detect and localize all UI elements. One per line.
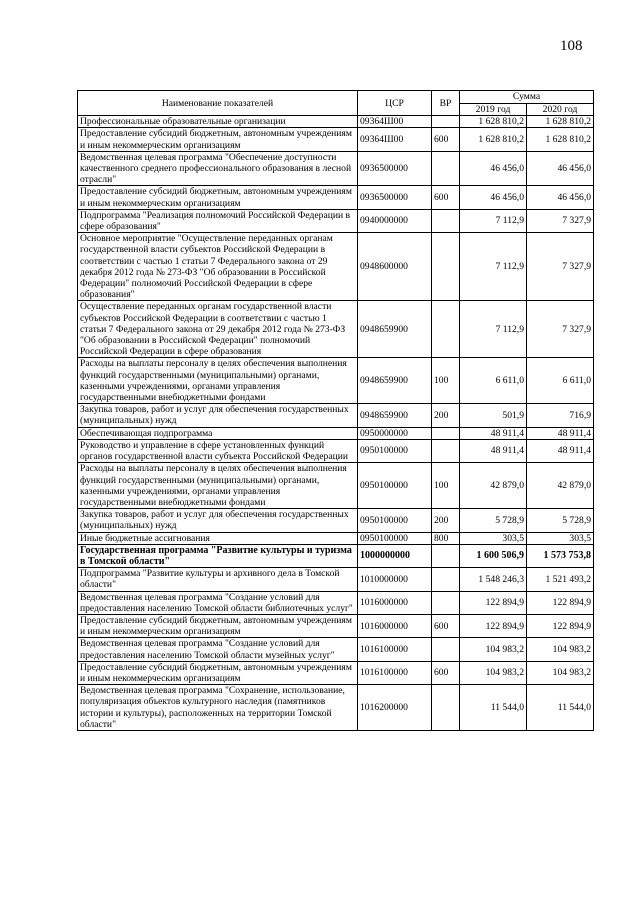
row-csr-cell: 1016100000: [358, 661, 432, 684]
header-csr: ЦСР: [358, 91, 432, 116]
row-2019-cell: 46 456,0: [460, 151, 527, 186]
row-vr-cell: [432, 544, 460, 567]
row-2019-cell: 122 894,9: [460, 614, 527, 637]
row-name-cell: Закупка товаров, работ и услуг для обеспечения государственных (муниципальных) нужд: [78, 404, 358, 427]
row-vr-cell: [432, 233, 460, 301]
table-row: [78, 614, 594, 637]
table-row: [78, 544, 594, 567]
row-name-cell: Предоставление субсидий бюджетным, автономным учреждениям и иным некоммерческим организациям: [78, 614, 358, 637]
table-row: [78, 591, 594, 614]
table-row: [78, 638, 594, 661]
table-row: [78, 301, 594, 358]
row-name-cell: Ведомственная целевая программа "Создание условий для предоставления населению Томской области музейных услуг": [78, 638, 358, 661]
table-row: [78, 661, 594, 684]
row-csr-cell: 1000000000: [358, 544, 432, 567]
row-2019-cell: 501,9: [460, 404, 527, 427]
row-csr-cell: 1016000000: [358, 591, 432, 614]
row-2019-cell: 1 600 506,9: [460, 544, 527, 567]
row-vr-cell: [432, 439, 460, 462]
row-2019-cell: 7 112,9: [460, 209, 527, 232]
row-2020-cell: 7 327,9: [527, 233, 594, 301]
row-vr-cell: 600: [432, 186, 460, 209]
table-row: [78, 116, 594, 128]
row-2020-cell: 11 544,0: [527, 685, 594, 731]
row-2020-cell: 716,9: [527, 404, 594, 427]
row-2019-cell: 46 456,0: [460, 186, 527, 209]
budget-table: [77, 90, 594, 731]
row-csr-cell: 0950100000: [358, 439, 432, 462]
table-row: [78, 463, 594, 509]
row-2020-cell: 46 456,0: [527, 186, 594, 209]
row-2019-cell: 1 628 810,2: [460, 116, 527, 128]
table-row: [78, 209, 594, 232]
row-vr-cell: [432, 685, 460, 731]
row-2019-cell: 48 911,4: [460, 427, 527, 439]
row-2020-cell: 46 456,0: [527, 151, 594, 186]
row-2020-cell: 7 327,9: [527, 209, 594, 232]
row-2019-cell: 6 611,0: [460, 358, 527, 404]
row-name-cell: Государственная программа "Развитие культуры и туризма в Томской области": [78, 544, 358, 567]
row-vr-cell: 100: [432, 358, 460, 404]
table-body: [78, 116, 594, 731]
page-number: 108: [560, 38, 583, 54]
row-vr-cell: 600: [432, 661, 460, 684]
table-row: [78, 186, 594, 209]
row-name-cell: Осуществление переданных органам государственной власти субъектов Российской Федерации в соответствии с частью 1 статьи 7 Федерального закона от 29 декабря 2012 года № 273-ФЗ "Об образовании в Российской Федерации" полномочий Российской Федерации в сфере образования: [78, 301, 358, 358]
row-2019-cell: 7 112,9: [460, 301, 527, 358]
row-csr-cell: 0940000000: [358, 209, 432, 232]
row-csr-cell: 09364Ш00: [358, 128, 432, 151]
table-row: [78, 404, 594, 427]
row-2020-cell: 122 894,9: [527, 591, 594, 614]
row-csr-cell: 0950000000: [358, 427, 432, 439]
row-name-cell: Предоставление субсидий бюджетным, автономным учреждениям и иным некоммерческим организациям: [78, 128, 358, 151]
row-csr-cell: 0948659900: [358, 301, 432, 358]
row-csr-cell: 09364Ш00: [358, 116, 432, 128]
row-vr-cell: 600: [432, 614, 460, 637]
row-vr-cell: [432, 427, 460, 439]
table-row: [78, 568, 594, 591]
table-row: [78, 233, 594, 301]
row-2019-cell: 5 728,9: [460, 509, 527, 532]
row-2019-cell: 122 894,9: [460, 591, 527, 614]
row-2020-cell: 5 728,9: [527, 509, 594, 532]
row-name-cell: Ведомственная целевая программа "Создание условий для предоставления населению Томской области библиотечных услуг": [78, 591, 358, 614]
row-name-cell: Ведомственная целевая программа "Сохранение, использование, популяризация объектов культурного наследия (памятников истории и культуры), расположенных на территории Томской области": [78, 685, 358, 731]
row-2020-cell: 1 628 810,2: [527, 116, 594, 128]
header-2019: 2019 год: [460, 104, 527, 116]
table-header: [78, 91, 594, 116]
row-2020-cell: 122 894,9: [527, 614, 594, 637]
row-csr-cell: 0936500000: [358, 151, 432, 186]
row-name-cell: Предоставление субсидий бюджетным, автономным учреждениям и иным некоммерческим организациям: [78, 186, 358, 209]
row-csr-cell: 0950100000: [358, 509, 432, 532]
row-2019-cell: 7 112,9: [460, 233, 527, 301]
table-row: [78, 439, 594, 462]
row-name-cell: Подпрограмма "Развитие культуры и архивного дела в Томской области": [78, 568, 358, 591]
row-name-cell: Подпрограмма "Реализация полномочий Российской Федерации в сфере образования": [78, 209, 358, 232]
row-vr-cell: [432, 151, 460, 186]
table-row: [78, 685, 594, 731]
header-name: Наименование показателей: [78, 91, 358, 116]
table-row: [78, 427, 594, 439]
row-name-cell: Закупка товаров, работ и услуг для обеспечения государственных (муниципальных) нужд: [78, 509, 358, 532]
row-name-cell: Иные бюджетные ассигнования: [78, 532, 358, 544]
row-csr-cell: 1016200000: [358, 685, 432, 731]
row-name-cell: Обеспечивающая подпрограмма: [78, 427, 358, 439]
row-csr-cell: 0948659900: [358, 404, 432, 427]
row-2020-cell: 7 327,9: [527, 301, 594, 358]
row-2020-cell: 42 879,0: [527, 463, 594, 509]
row-vr-cell: 800: [432, 532, 460, 544]
row-2019-cell: 48 911,4: [460, 439, 527, 462]
row-2020-cell: 303,5: [527, 532, 594, 544]
row-name-cell: Расходы на выплаты персоналу в целях обеспечения выполнения функций государственными (муниципальными) органами, казенными учреждениями, органами управления государственными внебюджетными фондами: [78, 463, 358, 509]
row-2019-cell: 11 544,0: [460, 685, 527, 731]
row-2020-cell: 48 911,4: [527, 427, 594, 439]
row-name-cell: Профессиональные образовательные организации: [78, 116, 358, 128]
table-row: [78, 509, 594, 532]
row-vr-cell: 200: [432, 509, 460, 532]
row-csr-cell: 0950100000: [358, 532, 432, 544]
row-csr-cell: 1016100000: [358, 638, 432, 661]
row-vr-cell: [432, 209, 460, 232]
row-2019-cell: 303,5: [460, 532, 527, 544]
row-name-cell: Руководство и управление в сфере установленных функций органов государственной власти субъекта Российской Федерации: [78, 439, 358, 462]
row-vr-cell: [432, 591, 460, 614]
row-2019-cell: 104 983,2: [460, 661, 527, 684]
row-2019-cell: 1 548 246,3: [460, 568, 527, 591]
row-csr-cell: 0936500000: [358, 186, 432, 209]
header-sum: Сумма: [460, 91, 594, 104]
table-row: [78, 128, 594, 151]
row-csr-cell: 1016000000: [358, 614, 432, 637]
row-vr-cell: [432, 638, 460, 661]
row-vr-cell: [432, 116, 460, 128]
row-2020-cell: 6 611,0: [527, 358, 594, 404]
row-2020-cell: 1 573 753,8: [527, 544, 594, 567]
row-vr-cell: 100: [432, 463, 460, 509]
row-vr-cell: 600: [432, 128, 460, 151]
row-csr-cell: 0950100000: [358, 463, 432, 509]
table-row: [78, 151, 594, 186]
row-2019-cell: 42 879,0: [460, 463, 527, 509]
row-vr-cell: 200: [432, 404, 460, 427]
row-csr-cell: 1010000000: [358, 568, 432, 591]
row-vr-cell: [432, 301, 460, 358]
table-row: [78, 532, 594, 544]
row-name-cell: Основное мероприятие "Осуществление переданных органам государственной власти субъектов Российской Федерации в соответствии с частью 1 статьи 7 Федерального закона от 29 декабря 2012 года № 273-ФЗ "Об образовании в Российской Федерации" полномочий Российской Федерации в сфере образования": [78, 233, 358, 301]
row-csr-cell: 0948600000: [358, 233, 432, 301]
row-name-cell: Ведомственная целевая программа "Обеспечение доступности качественного среднего профессионального образования в лесной отрасли": [78, 151, 358, 186]
row-name-cell: Расходы на выплаты персоналу в целях обеспечения выполнения функций государственными (муниципальными) органами, казенными учреждениями, органами управления государственными внебюджетными фондами: [78, 358, 358, 404]
row-2020-cell: 1 521 493,2: [527, 568, 594, 591]
header-vr: ВР: [432, 91, 460, 116]
row-2019-cell: 1 628 810,2: [460, 128, 527, 151]
row-name-cell: Предоставление субсидий бюджетным, автономным учреждениям и иным некоммерческим организациям: [78, 661, 358, 684]
row-vr-cell: [432, 568, 460, 591]
header-2020: 2020 год: [527, 104, 594, 116]
table-row: [78, 358, 594, 404]
row-2020-cell: 48 911,4: [527, 439, 594, 462]
row-csr-cell: 0948659900: [358, 358, 432, 404]
row-2020-cell: 104 983,2: [527, 638, 594, 661]
row-2020-cell: 104 983,2: [527, 661, 594, 684]
row-2020-cell: 1 628 810,2: [527, 128, 594, 151]
row-2019-cell: 104 983,2: [460, 638, 527, 661]
